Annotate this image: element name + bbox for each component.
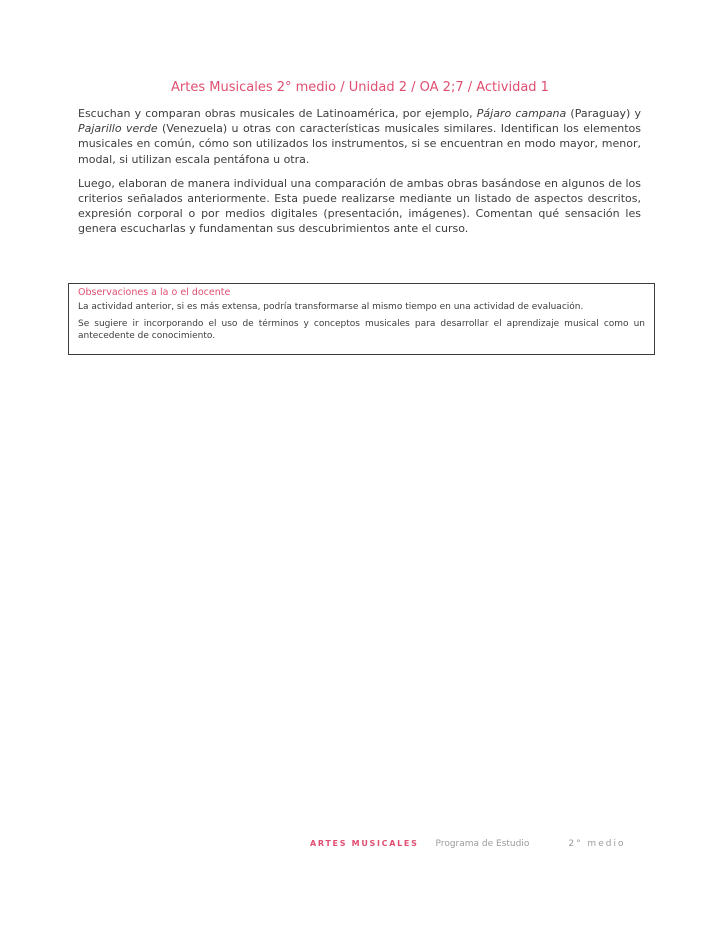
text-run-1: Escuchan y comparan obras musicales de Latinoamérica, por ejemplo,	[78, 107, 477, 120]
text-run-3: (Venezuela) u otras con características musicales similares. Identifican los elementos musicales en común, cómo son utilizados los instrumentos, si se encuentran en modo mayor, menor, modal, si utilizan escala pentáfona u otra.	[78, 122, 642, 166]
activity-paragraph-1	[78, 106, 641, 167]
teacher-notes-heading: Observaciones a la o el docente	[78, 287, 231, 298]
teacher-note-2: Se sugiere ir incorporando el uso de términos y conceptos musicales para desarrollar el aprendizaje musical como un antecedente de conocimiento.	[78, 318, 645, 341]
text-run-2: (Paraguay) y	[566, 107, 642, 120]
activity-description	[78, 106, 641, 246]
page-title: Artes Musicales 2° medio / Unidad 2 / OA 2;7 / Actividad 1	[171, 80, 549, 95]
work-title-pajaro-campana: Pájaro campana	[476, 107, 567, 120]
page-footer	[310, 839, 625, 849]
footer-grade-label: 2° medio	[568, 839, 626, 849]
work-title-pajarillo-verde: Pajarillo verde	[78, 122, 158, 136]
teacher-notes-box	[68, 283, 655, 355]
footer-document-name: Programa de Estudio	[435, 839, 530, 849]
footer-subject-label: ARTES MUSICALES	[310, 839, 419, 848]
teacher-note-1: La actividad anterior, si es más extensa, podría transformarse al mismo tiempo en una actividad de evaluación.	[78, 302, 584, 312]
activity-paragraph-2: Luego, elaboran de manera individual una comparación de ambas obras basándose en algunos de los criterios señalados anteriormente. Esta puede realizarse mediante un listado de aspectos descritos, expresión corporal o por medios digitales (presentación, imágenes). Comentan qué sensación les genera escucharlas y fundamentan sus descubrimientos ante el curso.	[78, 176, 641, 236]
